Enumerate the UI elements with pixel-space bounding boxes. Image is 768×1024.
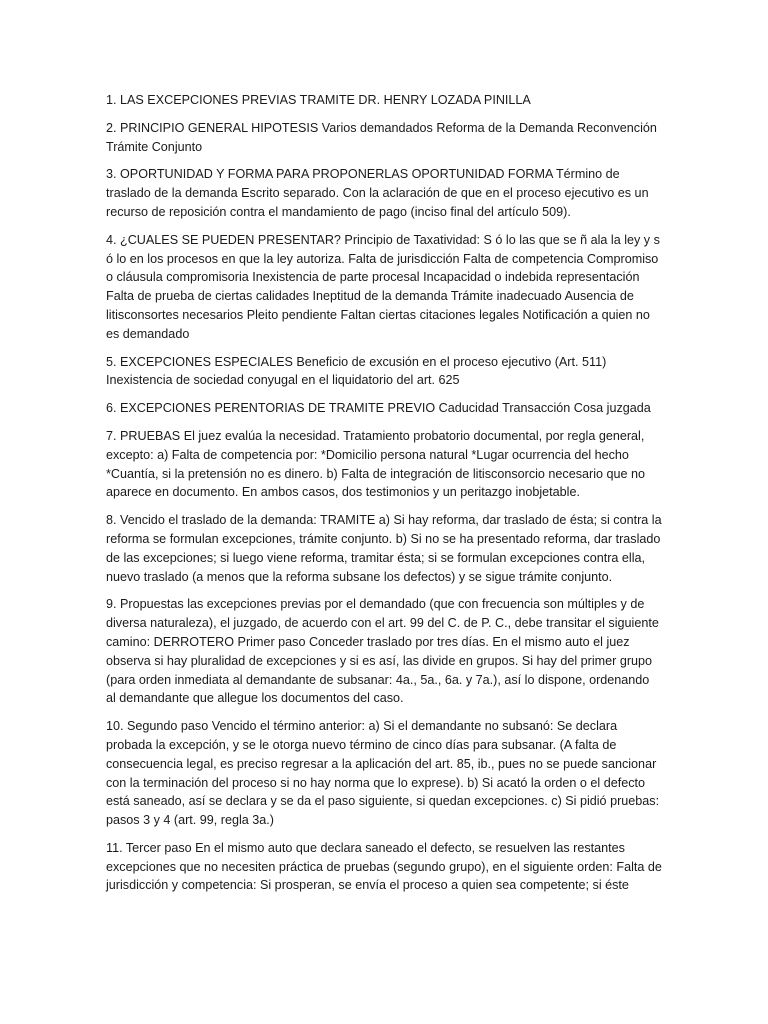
paragraph-6: 6. EXCEPCIONES PERENTORIAS DE TRAMITE PREVIO Caducidad Transacción Cosa juzgada <box>106 401 651 416</box>
paragraph-2: 2. PRINCIPIO GENERAL HIPOTESIS Varios demandados Reforma de la Demanda Reconvención Trámite Conjunto <box>106 120 657 154</box>
document-body <box>106 91 662 904</box>
paragraph-9: 9. Propuestas las excepciones previas por el demandado (que con frecuencia son múltiples y de diversa naturaleza), el juzgado, de acuerdo con el art. 99 del C. de P. C., debe transitar el siguiente camino: DERROTERO Primer paso Conceder traslado por tres días. En el mismo auto el juez observa si hay pluralidad de excepciones y si es así, las divide en grupos. Si hay del primer grupo (para orden inmediata al demandante de subsanar: 4a., 5a., 6a. y 7a.), así lo dispone, ordenando al demandante que allegue los documentos del caso. <box>106 597 659 706</box>
paragraph-10: 10. Segundo paso Vencido el término anterior: a) Si el demandante no subsanó: Se declara probada la excepción, y se le otorga nuevo término de cinco días para subsanar. (A falta de consecuencia legal, es preciso regresar a la aplicación del art. 85, ib., pues no se puede sancionar con la terminación del proceso si no hay norma que lo exprese). b) Si acató la orden o el defecto está saneado, así se declara y se da el paso siguiente, si quedan excepciones. c) Si pidió pruebas: pasos 3 y 4 (art. 99, regla 3a.) <box>106 719 660 828</box>
paragraph-8: 8. Vencido el traslado de la demanda: TRAMITE a) Si hay reforma, dar traslado de ésta; si contra la reforma se formulan excepciones, trámite conjunto. b) Si no se ha presentado reforma, dar traslado de las excepciones; si luego viene reforma, tramitar ésta; si se formulan excepciones contra ella, nuevo traslado (a menos que la reforma subsane los defectos) y se sigue trámite conjunto. <box>106 513 662 584</box>
paragraph-5: 5. EXCEPCIONES ESPECIALES Beneficio de excusión en el proceso ejecutivo (Art. 511) Inexistencia de sociedad conyugal en el liquidatorio del art. 625 <box>106 354 607 388</box>
paragraph-11: 11. Tercer paso En el mismo auto que declara saneado el defecto, se resuelven las restantes excepciones que no necesiten práctica de pruebas (segundo grupo), en el siguiente orden: Falta de jurisdicción y competencia: Si prosperan, se envía el proceso a quien sea competente; si éste <box>106 840 662 893</box>
paragraph-1: 1. LAS EXCEPCIONES PREVIAS TRAMITE DR. HENRY LOZADA PINILLA <box>106 93 531 107</box>
paragraph-7: 7. PRUEBAS El juez evalúa la necesidad. Tratamiento probatorio documental, por regla general, excepto: a) Falta de competencia por: *Domicilio persona natural *Lugar ocurrencia del hecho *Cuantía, si la pretensión no es dinero. b) Falta de integración de litisconsorcio necesario que no aparece en documento. En ambos casos, dos testimonios y un peritazgo inobjetable. <box>106 428 646 500</box>
paragraph-4: 4. ¿CUALES SE PUEDEN PRESENTAR? Principio de Taxatividad: S ó lo las que se ñ ala la ley y s ó lo en los procesos en que la ley autoriza. Falta de jurisdicción Falta de competencia Compromiso o cláusula compromisoria Inexistencia de parte procesal Incapacidad o indebida representación Falta de prueba de ciertas calidades Ineptitud de la demanda Trámite inadecuado Ausencia de litisconsortes necesarios Pleito pendiente Faltan ciertas citaciones legales Notificación a quien no es demandado <box>106 232 660 341</box>
paragraph-3: 3. OPORTUNIDAD Y FORMA PARA PROPONERLAS OPORTUNIDAD FORMA Término de traslado de la demanda Escrito separado. Con la aclaración de que en el proceso ejecutivo es un recurso de reposición contra el mandamiento de pago (inciso final del artículo 509). <box>106 167 649 219</box>
